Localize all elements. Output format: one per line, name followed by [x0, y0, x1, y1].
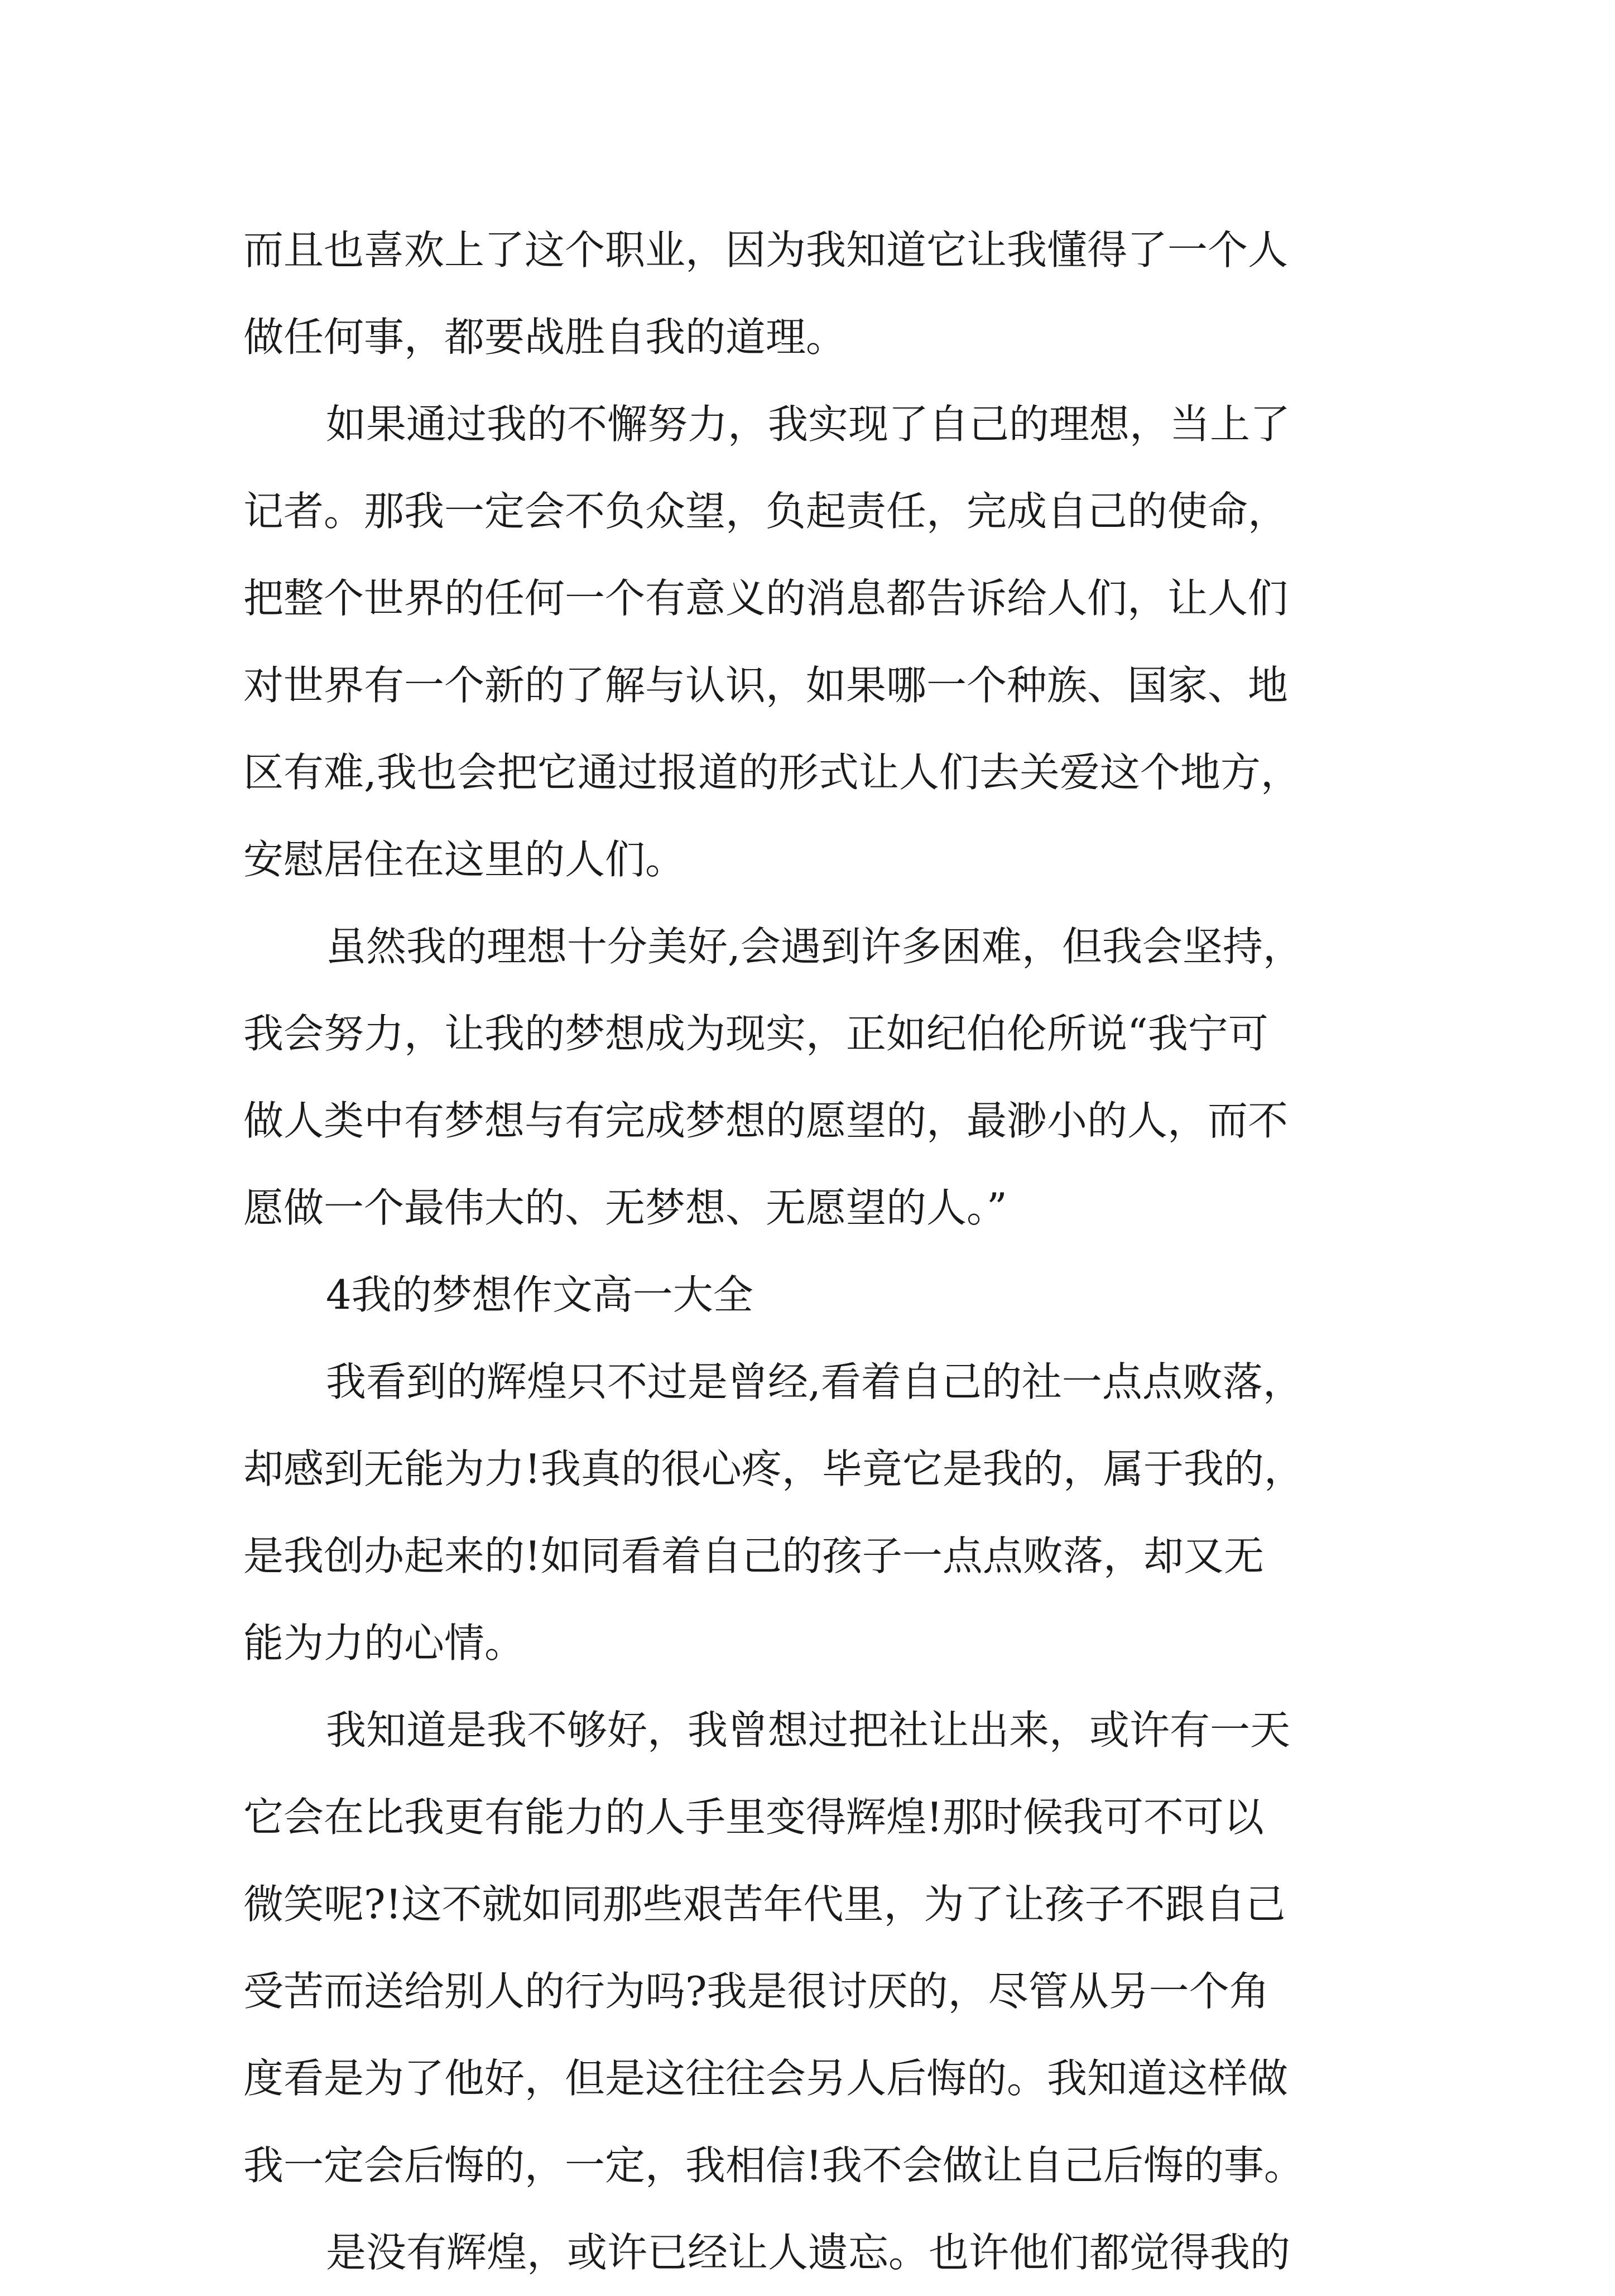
text-line: 而且也喜欢上了这个职业，因为我知道它让我懂得了一个人 [243, 227, 1289, 273]
text-line: 愿做一个最伟大的、无梦想、无愿望的人。” [243, 1184, 1007, 1231]
text-line: 它会在比我更有能力的人手里变得辉煌!那时候我可不可以 [243, 1794, 1264, 1841]
text-line: 却感到无能为力!我真的很心疼，毕竟它是我的，属于我的， [243, 1445, 1304, 1492]
text-line: 度看是为了他好，但是这往往会另人后悔的。我知道这样做 [243, 2055, 1289, 2102]
text-line: 虽然我的理想十分美好,会遇到许多困难，但我会坚持， [326, 923, 1303, 970]
document-body [243, 206, 1387, 2296]
heading-text: 4我的梦想作文高一大全 [326, 1271, 753, 1318]
text-line: 区有难,我也会把它通过报道的形式让人们去关爱这个地方， [243, 749, 1301, 796]
text-line: 我会努力，让我的梦想成为现实，正如纪伯伦所说“我宁可 [243, 1010, 1268, 1057]
paragraph-1 [243, 206, 1387, 381]
section-heading [243, 1251, 1387, 1338]
text-line: 对世界有一个新的了解与认识，如果哪一个种族、国家、地 [243, 662, 1289, 709]
text-line: 我知道是我不够好，我曾想过把社让出来，或许有一天 [326, 1707, 1291, 1754]
text-line: 受苦而送给别人的行为吗?我是很讨厌的，尽管从另一个角 [243, 1968, 1270, 2015]
paragraph-5 [243, 1687, 1387, 2209]
text-line: 微笑呢?!这不就如同那些艰苦年代里，为了让孩子不跟自己 [243, 1881, 1286, 1928]
paragraph-3 [243, 903, 1387, 1251]
text-line: 我看到的辉煌只不过是曾经,看着自己的社一点点败落， [326, 1358, 1303, 1405]
text-line: 安慰居住在这里的人们。 [243, 836, 686, 883]
paragraph-4 [243, 1338, 1387, 1687]
text-line: 我一定会后悔的，一定，我相信!我不会做让自己后悔的事。 [243, 2142, 1304, 2189]
text-line: 如果通过我的不懈努力，我实现了自己的理想，当上了 [326, 401, 1291, 448]
text-line: 是我创办起来的!如同看着自己的孩子一点点败落，却又无 [243, 1533, 1264, 1579]
paragraph-6 [243, 2209, 1387, 2296]
paragraph-2 [243, 381, 1387, 903]
text-line: 记者。那我一定会不负众望，负起责任，完成自己的使命， [243, 488, 1289, 535]
text-line: 把整个世界的任何一个有意义的消息都告诉给人们，让人们 [243, 575, 1289, 622]
text-line: 做人类中有梦想与有完成梦想的愿望的，最渺小的人，而不 [243, 1097, 1289, 1144]
text-line: 能为力的心情。 [243, 1620, 525, 1666]
text-line: 是没有辉煌，或许已经让人遗忘。也许他们都觉得我的 [326, 2229, 1291, 2276]
text-line: 做任何事，都要战胜自我的道理。 [243, 314, 847, 361]
